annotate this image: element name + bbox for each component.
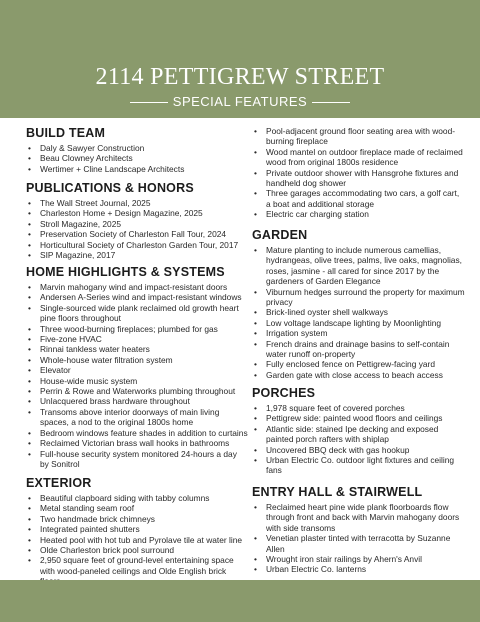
feature-item: • Beautiful clapboard siding with tabby columns (26, 493, 248, 503)
section-heading: PORCHES (252, 386, 316, 400)
feature-item: • Preservation Society of Charleston Fall Tour, 2024 (26, 229, 248, 239)
features-sheet (0, 118, 480, 580)
feature-item: • Perrin & Rowe and Waterworks plumbing throughout (26, 386, 248, 396)
feature-item: • Unlacquered brass hardware throughout (26, 396, 248, 406)
feature-item: • Beau Clowney Architects (26, 153, 248, 163)
feature-item: • Mature planting to include numerous camellias, hydrangeas, olive trees, palms, live oaks, magnolias, roses, jasmine - all cared for since 2017 by the gardeners of Garden Elegance (252, 245, 466, 287)
footer-band (0, 580, 480, 622)
feature-list (26, 198, 248, 260)
feature-item: • Wertimer + Cline Landscape Architects (26, 164, 248, 174)
feature-item: • Brick-lined oyster shell walkways (252, 307, 466, 317)
feature-item: • Garden gate with close access to beach access (252, 370, 466, 380)
section-exterior-continued (252, 126, 466, 220)
feature-item: • Andersen A-Series wind and impact-resistant windows (26, 292, 248, 302)
feature-item: • Urban Electric Co. outdoor light fixtures and ceiling fans (252, 455, 466, 476)
feature-item: • Electric car charging station (252, 209, 466, 219)
feature-item: • Venetian plaster tinted with terracotta by Suzanne Allen (252, 533, 466, 554)
feature-item: • Reclaimed heart pine wide plank floorboards flow through front and back with Marvin mahogany doors with side transoms (252, 502, 466, 533)
feature-item: • Reclaimed Victorian brass wall hooks in bathrooms (26, 438, 248, 448)
page-title: 2114 PETTIGREW STREET (95, 64, 385, 90)
section-porches (252, 386, 466, 476)
feature-item: • House-wide music system (26, 376, 248, 386)
feature-list (26, 493, 248, 587)
feature-list (252, 502, 466, 575)
feature-item: • French drains and drainage basins to self-contain water runoff on-property (252, 339, 466, 360)
feature-item: • The Wall Street Journal, 2025 (26, 198, 248, 208)
section-garden (252, 228, 466, 380)
feature-item: • Three garages accommodating two cars, a golf cart, a boat and additional storage (252, 188, 466, 209)
feature-item: • Metal standing seam roof (26, 503, 248, 513)
feature-item: • Atlantic side: stained Ipe decking and exposed painted porch rafters with shiplap (252, 424, 466, 445)
feature-item: • Low voltage landscape lighting by Moonlighting (252, 318, 466, 328)
feature-list (252, 126, 466, 220)
feature-item: • Horticultural Society of Charleston Garden Tour, 2017 (26, 240, 248, 250)
feature-item: • Marvin mahogany wind and impact-resistant doors (26, 282, 248, 292)
header-banner (0, 0, 480, 118)
feature-item: • Two handmade brick chimneys (26, 514, 248, 524)
feature-item: • Uncovered BBQ deck with gas hookup (252, 445, 466, 455)
feature-item: • Wood mantel on outdoor fireplace made of reclaimed wood from original 1800s residence (252, 147, 466, 168)
feature-item: • SIP Magazine, 2017 (26, 250, 248, 260)
feature-item: • Bedroom windows feature shades in addition to curtains (26, 428, 248, 438)
feature-item: • Whole-house water filtration system (26, 355, 248, 365)
feature-item: • Daly & Sawyer Construction (26, 143, 248, 153)
feature-item: • Fully enclosed fence on Pettigrew-facing yard (252, 359, 466, 369)
feature-item: • Single-sourced wide plank reclaimed old growth heart pine floors throughout (26, 303, 248, 324)
feature-item: • Urban Electric Co. lanterns (252, 564, 466, 574)
feature-item: • Elevator (26, 365, 248, 375)
feature-item: • Private outdoor shower with Hansgrohe fixtures and handheld dog shower (252, 168, 466, 189)
section-heading: HOME HIGHLIGHTS & SYSTEMS (26, 265, 225, 279)
feature-item: • Three wood-burning fireplaces; plumbed for gas (26, 324, 248, 334)
feature-item: • Pettigrew side: painted wood floors and ceilings (252, 413, 466, 423)
feature-item: • 2,950 square feet of ground-level entertaining space with wood-paneled ceilings and Olde English brick (26, 555, 248, 586)
feature-list (26, 143, 248, 174)
feature-item: • 1,978 square feet of covered porches (252, 403, 466, 413)
page-subtitle: SPECIAL FEATURES (172, 94, 308, 109)
feature-item: • Transoms above interior doorways of main living spaces, a nod to the original 1800s home (26, 407, 248, 428)
section-heading: BUILD TEAM (26, 126, 106, 140)
section-build-team (26, 126, 248, 174)
feature-item: • Viburnum hedges surround the property for maximum privacy (252, 287, 466, 308)
feature-item: • Integrated painted shutters (26, 524, 248, 534)
section-heading: ENTRY HALL & STAIRWELL (252, 485, 423, 499)
feature-item: • Full-house security system monitored 24-hours a day by Sonitrol (26, 449, 248, 470)
section-heading: PUBLICATIONS & HONORS (26, 181, 194, 195)
section-publications (26, 181, 248, 260)
feature-item: • Rinnai tankless water heaters (26, 344, 248, 354)
section-home-highlights (26, 265, 248, 469)
feature-item: • Charleston Home + Design Magazine, 2025 (26, 208, 248, 218)
feature-list (26, 282, 248, 469)
subtitle-rule-right (312, 102, 350, 103)
feature-item: • Five-zone HVAC (26, 334, 248, 344)
feature-item: • Heated pool with hot tub and Pyrolave tile at water line (26, 535, 248, 545)
section-exterior (26, 476, 248, 587)
feature-item: • Olde Charleston brick pool surround (26, 545, 248, 555)
feature-item: • Stroll Magazine, 2025 (26, 219, 248, 229)
section-heading: EXTERIOR (26, 476, 92, 490)
section-heading: GARDEN (252, 228, 308, 242)
feature-list (252, 245, 466, 380)
feature-list (252, 403, 466, 476)
feature-item: • Pool-adjacent ground floor seating area with wood-burning fireplace (252, 126, 466, 147)
feature-item: • Irrigation system (252, 328, 466, 338)
feature-item: • Wrought iron stair railings by Ahern's Anvil (252, 554, 466, 564)
section-entry-hall (252, 485, 466, 575)
